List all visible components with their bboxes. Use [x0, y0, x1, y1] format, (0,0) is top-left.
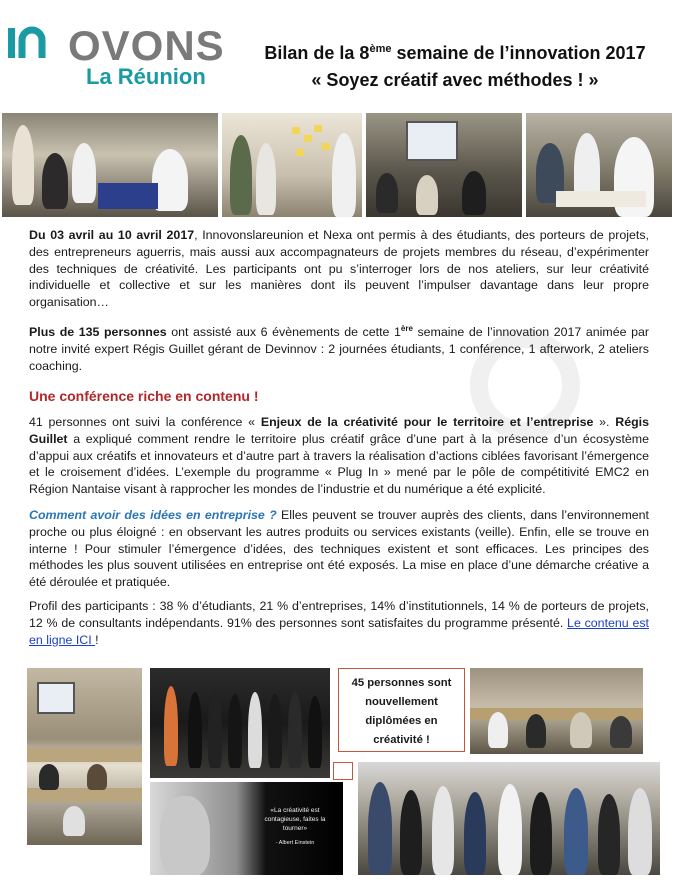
section-heading: Une conférence riche en contenu ! [29, 388, 259, 404]
content-online-link[interactable]: Le contenu est en ligne ICI [29, 615, 649, 647]
title-line-2: « Soyez créatif avec méthodes ! » [311, 70, 599, 90]
profile-paragraph: Profil des participants : 38 % d’étudiants, 21 % d’entreprises, 14% d’institutionnels, 14 % de porteurs de projets, 12 % de consultants indépendants. 91% des personnes sont satisfaites du programme présenté. Le contenu est en ligne ICI ! [29, 599, 649, 647]
graduates-badge: 45 personnes sont nouvellement diplômées en créativité ! [338, 668, 465, 752]
photo-coaching [526, 113, 672, 217]
conference-paragraph: 41 personnes ont suivi la conférence « Enjeux de la créativité pour le territoire et l’entreprise ». Régis Guillet a expliqué comment rendre le territoire plus créatif grâce d’une part à la présence d’un écosystème d’appui aux créatifs et innovateurs et d’autre part à travers la réalisation d’actions ciblées favorisant l’émergence et le croisement d’idées. L’exemple du programme « Plug In » mené par le pôle de compétitivité EMC2 en Région Nantaise visant à rapprocher les mondes de l’industrie et du numérique a été explicité. [29, 415, 649, 497]
title-line-1: Bilan de la 8ème semaine de l’innovation 2017 [264, 43, 646, 63]
innovons-logo-mark [6, 24, 66, 72]
innovons-logo [6, 18, 228, 96]
photo-classroom [470, 668, 643, 754]
photo-workshop-1 [2, 113, 218, 217]
einstein-quote-author: - Albert Einstein [275, 840, 315, 846]
ideas-paragraph: Comment avoir des idées en entreprise ? Elles peuvent se trouver auprès des clients, dans l’environnement proche ou plus éloigné : en observant les autres produits ou services existants (veille). Enfin, elle se trouve en interne ! Pour stimuler l’émergence d’idées, des techniques existent et sont efficaces. Les principes des méthodes les plus souvent utilisées en entreprise ont été exposés. La mise en place d’une démarche créative a été déroulée et pratiquée. [29, 508, 649, 590]
photo-conference-room [366, 113, 522, 217]
page-title [240, 36, 670, 94]
intro-paragraph-2: Plus de 135 personnes ont assisté aux 6 évènements de cette 1ère semaine de l’innovation 2017 animée par notre invité expert Régis Guillet gérant de Devinnov : 2 journées étudiants, 1 conférence, 1 afterwork, 2 ateliers coaching. [29, 324, 649, 373]
einstein-quote-image [150, 782, 343, 875]
photo-lecture-hall [27, 668, 142, 845]
einstein-quote-text: «La créativité est contagieuse, faites la tourner» [264, 807, 326, 832]
decorative-box [333, 762, 353, 780]
photo-graduates-group [150, 668, 330, 778]
logo-wordmark: OVONS [68, 22, 225, 69]
intro-paragraph-1: Du 03 avril au 10 avril 2017, Innovonslareunion et Nexa ont permis à des étudiants, des porteurs de projets, des entrepreneurs aguerris, mais aussi aux accompagnateurs de projets membres du réseau, d’expérimenter des techniques de créativité. Les participants ont pu s’interroger lors de nos ateliers, sur leur créativité individuelle et collective et sur les manières dont ils peuvent l’impulser davantage dans leur propre organisation… [29, 228, 649, 310]
photo-crowd-workshop [358, 762, 660, 875]
logo-subtitle: La Réunion [86, 64, 206, 89]
photo-workshop-2 [222, 113, 362, 217]
